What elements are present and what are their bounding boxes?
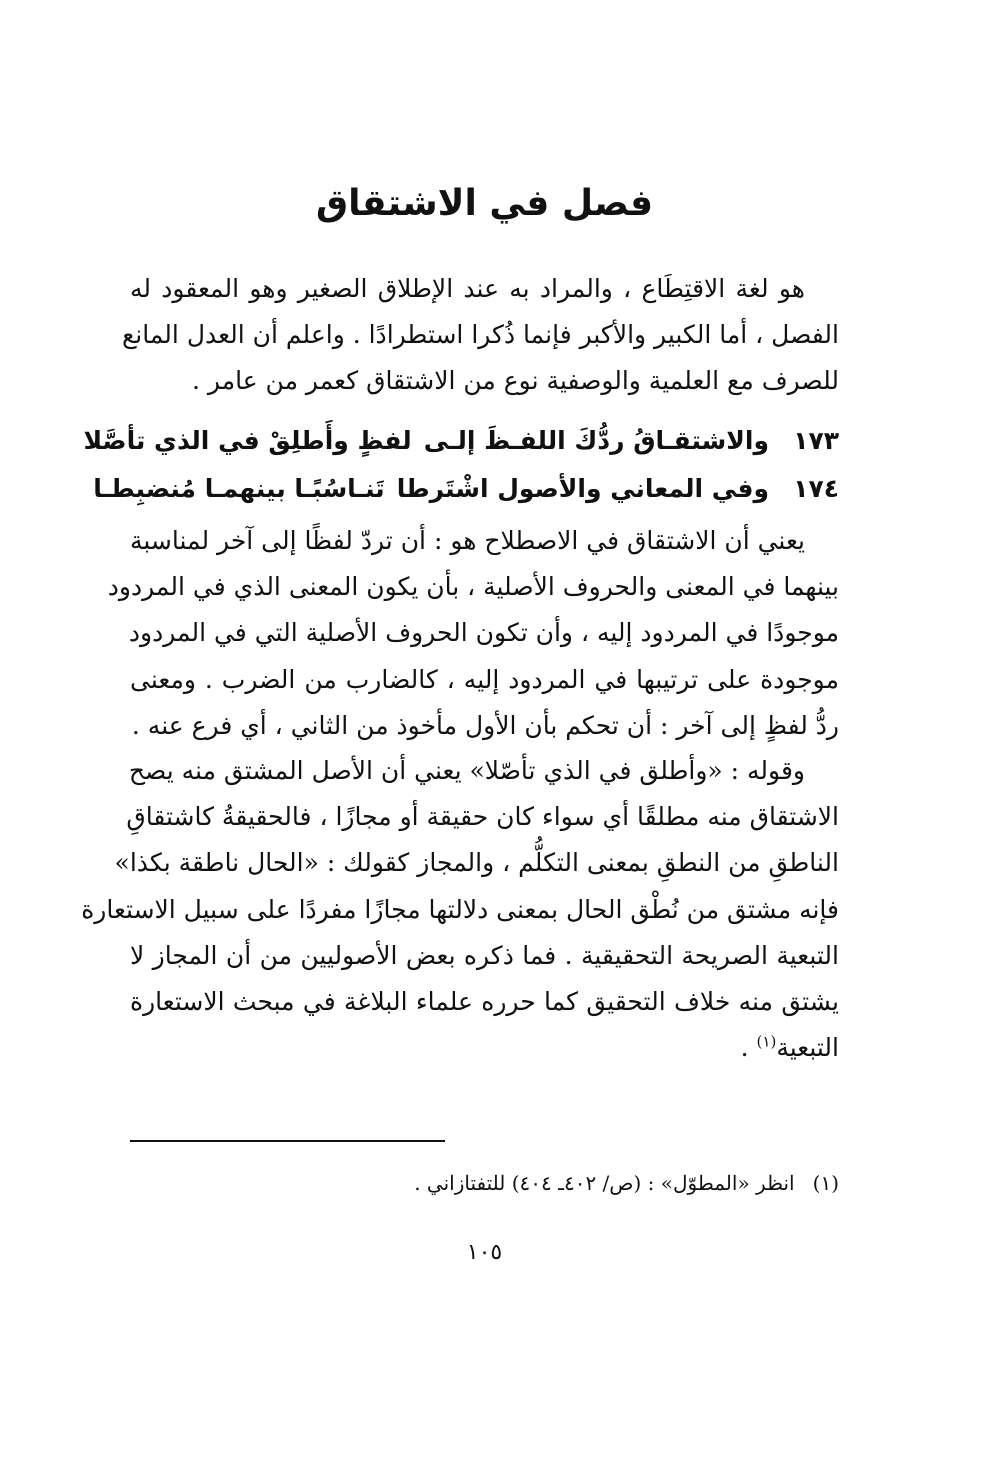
text-line: وقوله : «وأطلق في الذي تأصّلا» يعني أن الأصل المشتق منه يصح: [128, 756, 805, 785]
verse-174: [93, 465, 839, 513]
verse-second-hemistich: تَنـاسُبًـا بينهمـا مُنضبِطـا: [93, 474, 385, 503]
book-page: [81, 0, 839, 1477]
text-line: موجودًا في المردود إليه ، وأن تكون الحروف الأصلية التي في المردود: [128, 618, 839, 648]
text-line: فإنه مشتق من نُطْق الحال بمعنى دلالتها مجازًا مفردًا على سبيل الاستعارة: [81, 894, 839, 924]
text-line: الفصل ، أما الكبير والأكبر فإنما ذُكرا استطرادًا . واعلم أن العدل المانع: [121, 320, 839, 350]
text-line: ردُّ لفظٍ إلى آخر : أن تحكم بأن الأول مأخوذ من الثاني ، أي فرع عنه .: [131, 710, 839, 740]
footnote-separator: [130, 1140, 445, 1142]
text-line: هو لغة الاقتِطَاع ، والمراد به عند الإطلاق الصغير وهو المعقود له: [130, 274, 805, 303]
chapter-title: فصل في الاشتقاق: [315, 183, 654, 224]
text-line: يشتق منه خلاف التحقيق كما حرره علماء البلاغة في مبحث الاستعارة: [130, 986, 839, 1016]
verse-first-hemistich: والاشتقـاقُ ردُّكَ اللفـظَ إلـى: [423, 426, 769, 455]
verse-block: [83, 417, 839, 513]
verse-173: [83, 417, 839, 465]
page-number: ١٠٥: [466, 1240, 503, 1265]
text-line: التبعية الصريحة التحقيقية . فما ذكره بعض الأصوليين من أن المجاز لا: [130, 940, 839, 970]
verse-number: ١٧٣: [793, 426, 839, 455]
text-line: بينهما في المعنى والحروف الأصلية ، بأن يكون المعنى الذي في المردود: [107, 572, 839, 602]
final-punctuation: .: [740, 1033, 757, 1063]
intro-paragraph: [121, 266, 839, 405]
footnote-reference[interactable]: (١): [756, 1032, 777, 1051]
commentary-paragraph-1: [107, 518, 839, 749]
footnote-mark: (١): [812, 1171, 839, 1195]
footnote-text: انظر «المطوّل» : (ص/ ٤٠٢ـ ٤٠٤) للتفتازاني .: [414, 1171, 795, 1195]
verse-first-hemistich: وفي المعاني والأصول اشْتَرطا: [396, 474, 769, 503]
verse-second-hemistich: لفظٍ وأَطلِقْ في الذي تأصَّلا: [83, 426, 412, 455]
footnote: [130, 1166, 839, 1200]
verse-number: ١٧٤: [793, 474, 839, 503]
text-line: للصرف مع العلمية والوصفية نوع من الاشتقاق كعمر من عامر .: [192, 366, 839, 396]
text-line: الناطقِ من النطقِ بمعنى التكلُّم ، والمجاز كقولك : «الحال ناطقة بكذا»: [114, 848, 839, 878]
text-line: موجودة على ترتيبها في المردود إليه ، كالضارب من الضرب . ومعنى: [130, 664, 839, 694]
text-line: الاشتقاق منه مطلقًا أي سواء كان حقيقة أو مجازًا ، فالحقيقةُ كاشتقاقِ: [126, 802, 839, 832]
text-line: يعني أن الاشتقاق في الاصطلاح هو : أن تردّ لفظًا إلى آخر لمناسبة: [129, 526, 805, 555]
commentary-paragraph-2: [81, 748, 839, 1071]
text-line-final: [130, 1025, 839, 1071]
final-word: التبعية: [776, 1033, 839, 1063]
